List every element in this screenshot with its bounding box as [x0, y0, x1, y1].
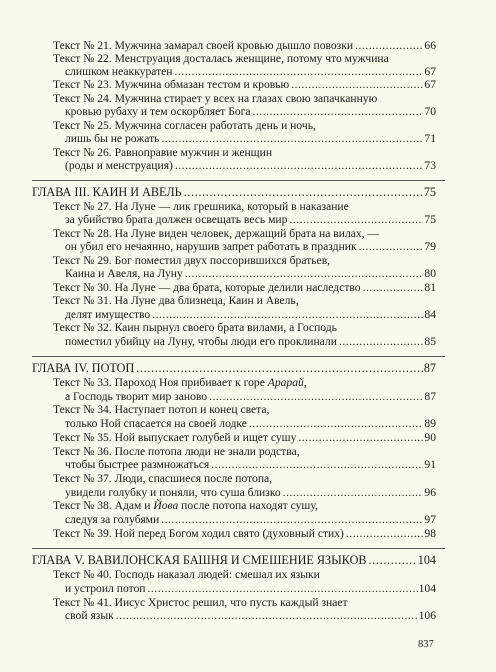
toc-page-number: 81 — [424, 281, 436, 294]
toc-page-number: 75 — [424, 213, 436, 226]
leader-dots — [175, 159, 424, 173]
toc-entry — [65, 159, 436, 173]
toc-entry-text: Текст № 29. Бог поместил двух поссорившихся братьев, — [53, 254, 331, 267]
toc-entry-text: кровью рубаху и тем оскорбляет Бога — [65, 105, 251, 118]
toc-entry-text: делят имущество — [65, 308, 151, 321]
leader-dots — [346, 527, 424, 541]
toc-entry — [65, 105, 436, 119]
leader-dots — [363, 281, 424, 295]
leader-dots — [116, 609, 418, 623]
toc-entry-text: Текст № 21. Мужчина замарал своей кровью дышло повозки — [53, 39, 354, 52]
toc-entry — [53, 431, 436, 445]
toc-page-number: 67 — [424, 78, 436, 91]
toc-entry-text: за убийство брата должен освещать весь мир — [65, 213, 288, 226]
toc-page-number: 85 — [424, 335, 436, 348]
leader-dots — [355, 39, 423, 53]
leader-dots — [369, 554, 417, 568]
toc-entry-text: Текст № 38. Адам и Йова после потопа находят сушу, — [53, 499, 318, 512]
toc-entry-text: следуя за голубями — [65, 513, 160, 526]
toc-entry-text: он убил его нечаянно, нарушив запрет работать в праздник — [65, 240, 357, 253]
toc-entry — [65, 458, 436, 472]
toc-entry-text: а Господь творит мир заново — [65, 390, 208, 403]
leader-dots — [184, 186, 423, 200]
chapter-heading — [32, 186, 436, 200]
toc-page-number: 67 — [424, 65, 436, 78]
leader-dots — [136, 362, 423, 376]
toc-entry-text: Текст № 30. На Луне — два брата, которые делили наследство — [53, 281, 361, 294]
section-divider — [32, 356, 445, 357]
leader-dots — [211, 458, 423, 472]
toc-entry — [65, 308, 436, 322]
leader-dots — [289, 213, 423, 227]
toc-entry — [65, 417, 436, 431]
toc-page-number: 104 — [417, 553, 436, 567]
leader-dots — [359, 240, 424, 254]
chapter-title: ГЛАВА V. ВАВИЛОНСКАЯ БАШНЯ И СМЕШЕНИЕ ЯЗЫКОВ — [32, 553, 367, 567]
toc-entry — [65, 335, 436, 349]
toc-page-number: 70 — [424, 105, 436, 118]
leader-dots — [339, 335, 423, 349]
toc-page-number: 98 — [424, 527, 436, 540]
leader-dots — [148, 582, 418, 596]
toc-entry-text: Текст № 31. На Луне два близнеца, Каин и Авель, — [53, 294, 299, 307]
toc-entry — [53, 78, 436, 92]
toc-entry-text: Текст № 37. Люди, спасшиеся после потопа, — [53, 472, 273, 485]
toc-entry-text: увидели голубку и поняли, что суша близко — [65, 486, 281, 499]
chapter-heading — [32, 362, 436, 376]
toc-entry — [65, 240, 436, 254]
toc-entry-text: Текст № 27. На Луне — лик грешника, который в наказание — [53, 200, 349, 213]
toc-page-number: 89 — [424, 417, 436, 430]
toc-page-number: 71 — [424, 132, 436, 145]
leader-dots — [291, 78, 423, 92]
leader-dots — [253, 105, 424, 119]
toc-page-number: 104 — [418, 582, 436, 595]
toc-entry-text: Каина и Авеля, на Луну — [65, 267, 183, 280]
toc-page-number: 91 — [424, 458, 436, 471]
toc-page-number: 66 — [424, 39, 436, 52]
toc-entry-text: чтобы быстрее размножаться — [65, 458, 210, 471]
toc-entry-text: Текст № 32. Каин пырнул своего брата вилами, а Господь — [53, 321, 337, 334]
toc-entry — [53, 527, 436, 541]
toc-entry-text: поместил убийцу на Луну, чтобы люди его проклинали — [65, 335, 337, 348]
toc-entry — [53, 281, 436, 295]
toc-entry-text: Текст № 34. Наступает потоп и конец света, — [53, 403, 270, 416]
toc-entry-text: слишком неаккуратен — [65, 65, 173, 78]
toc-entry — [65, 65, 436, 79]
toc-page-number: 73 — [424, 159, 436, 172]
toc-page-number: 106 — [418, 609, 436, 622]
leader-dots — [298, 431, 423, 445]
toc-entry-text: Текст № 24. Мужчина стирает у всех на глазах свою запачканную — [53, 92, 378, 105]
toc-entry-text: и устроил потоп — [65, 582, 146, 595]
toc-entry-text: лишь бы не рожать — [65, 132, 160, 145]
toc-entry-text: только Ной спасается на своей лодке — [65, 417, 247, 430]
toc-page-number: 87 — [424, 390, 436, 403]
toc-entry-text: Текст № 33. Пароход Ноя прибивает к горе Арарай, — [53, 376, 307, 389]
page-folio: 837 — [418, 639, 434, 650]
toc-entry-text: Текст № 23. Мужчина обмазан тестом и кровью — [53, 78, 290, 91]
toc-entry-text: Текст № 36. После потопа люди не знали родства, — [53, 445, 300, 458]
toc-page-number: 96 — [424, 486, 436, 499]
toc-entry — [65, 132, 436, 146]
section-divider — [32, 548, 445, 549]
toc-page-number: 87 — [423, 361, 436, 375]
toc-entry-text: свой язык — [65, 609, 114, 622]
leader-dots — [249, 417, 423, 431]
toc-entry-text: Текст № 26. Равноправие мужчин и женщин — [53, 146, 273, 159]
toc-entry-text: Текст № 41. Иисус Христос решил, что пусть каждый знает — [53, 596, 348, 609]
leader-dots — [283, 486, 424, 500]
toc-entry — [65, 213, 436, 227]
toc-entry — [65, 582, 436, 596]
leader-dots — [161, 132, 423, 146]
chapter-heading — [32, 554, 436, 568]
toc-entry — [65, 609, 436, 623]
toc-entry — [65, 513, 436, 527]
toc-page-number: 79 — [424, 240, 436, 253]
toc-entry-text: Текст № 35. Ной выпускает голубей и ищет сушу — [53, 431, 297, 444]
toc-entry-text: Текст № 22. Менструация досталась женщине, потому что мужчина — [53, 52, 389, 65]
toc-page-number: 84 — [424, 308, 436, 321]
toc-entry — [65, 486, 436, 500]
toc-entry-text: (роды и менструация) — [65, 159, 173, 172]
toc-entry — [65, 267, 436, 281]
leader-dots — [175, 65, 424, 79]
leader-dots — [152, 308, 423, 322]
leader-dots — [209, 390, 423, 404]
toc-entry-text: Текст № 25. Мужчина согласен работать день и ночь, — [53, 119, 316, 132]
toc-entry — [65, 390, 436, 404]
chapter-title: ГЛАВА III. КАИН И АВЕЛЬ — [32, 185, 182, 199]
section-divider — [32, 180, 445, 181]
toc-entry-text: Текст № 40. Господь наказал людей: смешал их языки — [53, 568, 320, 581]
leader-dots — [185, 267, 424, 281]
toc-page-number: 75 — [423, 185, 436, 199]
toc-page-number: 80 — [424, 267, 436, 280]
leader-dots — [161, 513, 423, 527]
toc-entry-text: Текст № 39. Ной перед Богом ходил свято (духовный стих) — [53, 527, 344, 540]
toc-page-number: 97 — [424, 513, 436, 526]
toc-entry — [53, 39, 436, 53]
toc-entry-text: Текст № 28. На Луне виден человек, держащий брата на вилах, — — [53, 227, 380, 240]
toc-page-number: 90 — [424, 431, 436, 444]
chapter-title: ГЛАВА IV. ПОТОП — [32, 361, 135, 375]
